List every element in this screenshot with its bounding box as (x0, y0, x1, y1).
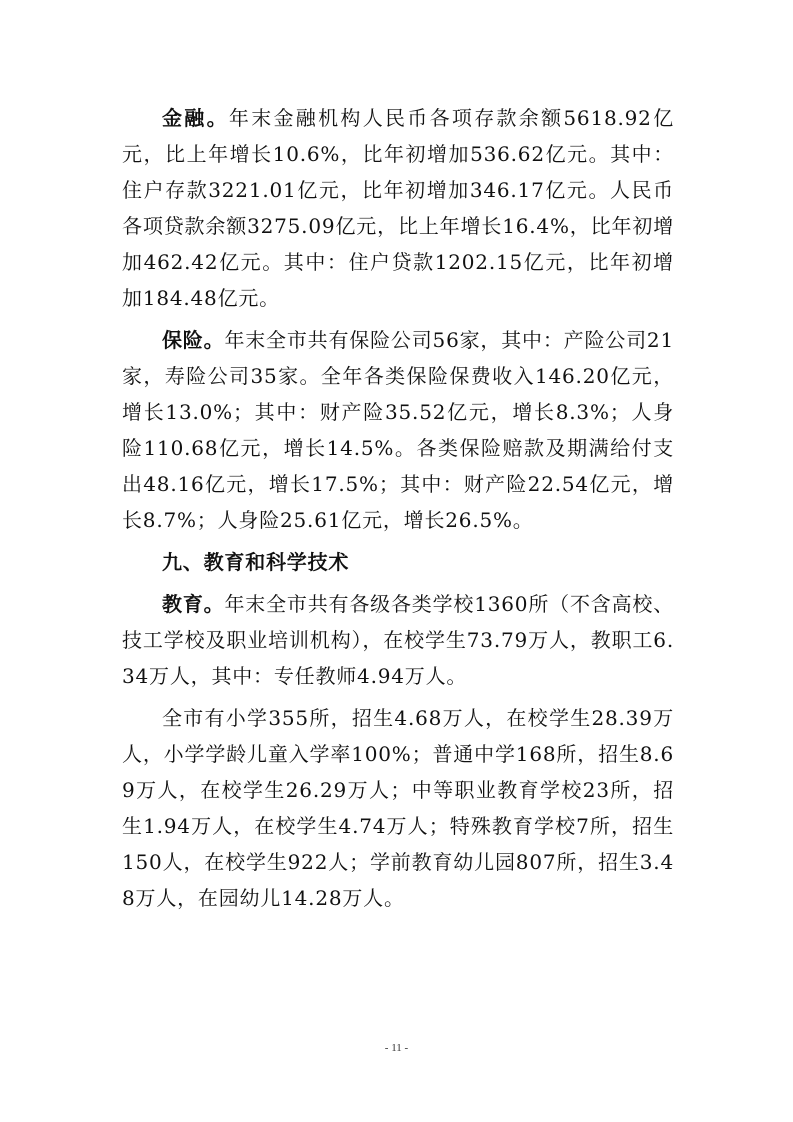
section-heading: 九、教育和科学技术 (162, 550, 350, 574)
insurance-paragraph (122, 322, 674, 538)
finance-lead: 金融。 (162, 106, 229, 130)
insurance-lead: 保险。 (162, 328, 225, 352)
schools-text: 全市有小学355所，招生4.68万人，在校学生28.39万人，小学学龄儿童入学率100%；普通中学168所，招生8.69万人，在校学生26.29万人；中等职业教育学校23所，招生1.94万人，在校学生4.74万人；特殊教育学校7所，招生150人，在校学生922人；学前教育幼儿园807所，招生3.48万人，在园幼儿14.28万人。 (122, 706, 674, 910)
finance-text: 年末金融机构人民币各项存款余额5618.92亿元，比上年增长10.6%，比年初增加536.62亿元。其中：住户存款3221.01亿元，比年初增加346.17亿元。人民币各项贷款余额3275.09亿元，比上年增长16.4%，比年初增加462.42亿元。其中：住户贷款1202.15亿元，比年初增加184.48亿元。 (122, 106, 674, 310)
insurance-text: 年末全市共有保险公司56家，其中：产险公司21家，寿险公司35家。全年各类保险保费收入146.20亿元，增长13.0%；其中：财产险35.52亿元，增长8.3%；人身险110.68亿元，增长14.5%。各类保险赔款及期满给付支出48.16亿元，增长17.5%；其中：财产险22.54亿元，增长8.7%；人身险25.61亿元，增长26.5%。 (122, 328, 674, 532)
education-paragraph (122, 586, 674, 694)
education-text: 年末全市共有各级各类学校1360所（不含高校、技工学校及职业培训机构），在校学生73.79万人，教职工6.34万人，其中：专任教师4.94万人。 (122, 592, 674, 688)
document-body (122, 100, 674, 916)
finance-paragraph (122, 100, 674, 316)
education-lead: 教育。 (162, 592, 225, 616)
schools-paragraph (122, 700, 674, 916)
page-number: - 11 - (384, 1042, 409, 1054)
